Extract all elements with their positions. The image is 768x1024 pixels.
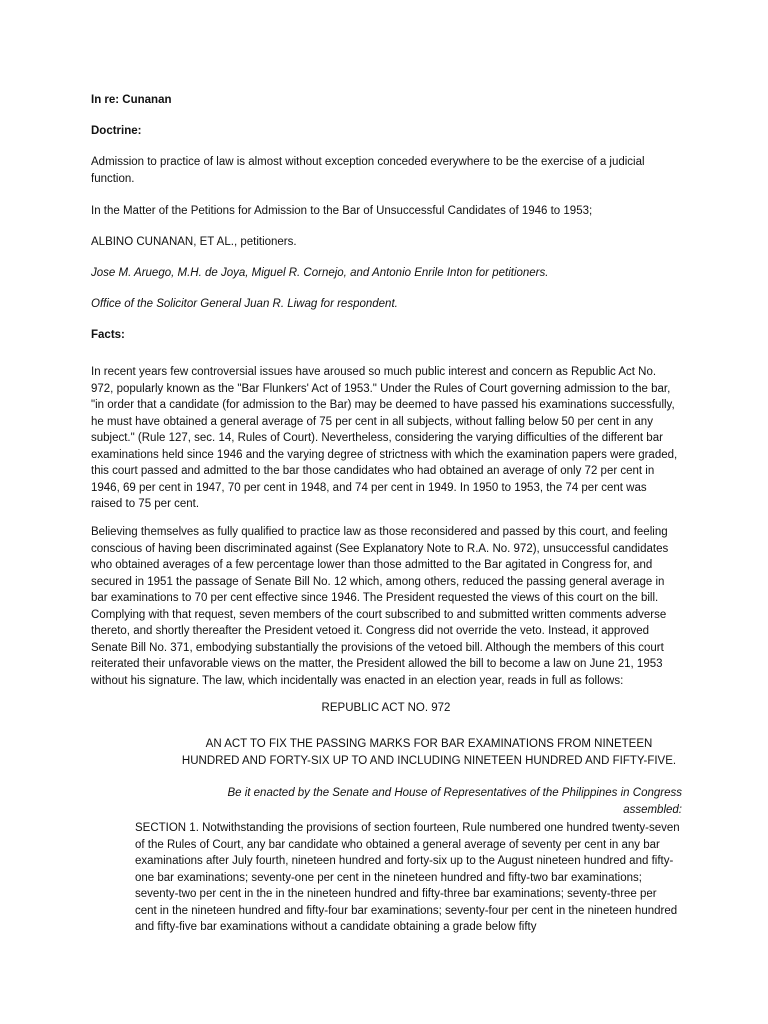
facts-paragraph-2: Believing themselves as fully qualified to practice law as those reconsidered and passed by this court, and feeling conscious of having been discriminated against (See Explanatory Note to R.A. No. 972), unsuccessful candidates who obtained averages of a few percentage lower than those admitted to the Bar agitated in Congress for, and secured in 1951 the passage of Senate Bill No. 12 which, among others, reduced the passing general average in bar examinations to 70 per cent effective since 1946. The President requested the views of this court on the bill. Complying with that request, seven members of the court subscribed to and submitted written comments adverse thereto, and shortly thereafter the President vetoed it. Congress did not override the veto. Instead, it approved Senate Bill No. 371, embodying substantially the provisions of the vetoed bill. Although the members of this court reiterated their unfavorable views on the matter, the President allowed the bill to become a law on June 21, 1953 without his signature. The law, which incidentally was enacted in an election year, reads in full as follows: (91, 526, 669, 687)
case-title: In re: Cunanan (91, 94, 172, 106)
facts-paragraph-1: In recent years few controversial issues have aroused so much public interest and concern as Republic Act No. 972, popularly known as the "Bar Flunkers' Act of 1953." Under the Rules of Court governing admission to the bar, "in order that a candidate (for admission to the Bar) may be deemed to have passed his examinations successfully, he must have obtained a general average of 75 per cent in all subjects, without falling below 50 per cent in any subject." (Rule 127, sec. 14, Rules of Court). Nevertheless, considering the varying difficulties of the different bar examinations held since 1946 and the varying degree of strictness with which the examination papers were graded, this court passed and admitted to the bar those candidates who had obtained an average of only 72 per cent in 1946, 69 per cent in 1947, 70 per cent in 1948, and 74 per cent in 1949. In 1950 to 1953, the 74 per cent was raised to 75 per cent. (91, 366, 678, 510)
act-heading: REPUBLIC ACT NO. 972 (321, 702, 451, 714)
facts-heading: Facts: (91, 329, 125, 341)
section-1: SECTION 1. Notwithstanding the provisions of section fourteen, Rule numbered one hundred twenty-seven of the Rules of Court, any bar candidate who obtained a general average of seventy per cent in any bar examinations after July fourth, nineteen hundred and forty-six up to the August nineteen hundred and fifty-one bar examinations; seventy-one per cent in the nineteen hundred and fifty-two bar examinations; seventy-two per cent in the in the nineteen hundred and fifty-three bar examinations; seventy-three per cent in the nineteen hundred and fifty-four bar examinations; seventy-four per cent in the nineteen hundred and fifty-five bar examinations without a candidate obtaining a grade below fifty (135, 822, 680, 933)
matter-line: In the Matter of the Petitions for Admission to the Bar of Unsuccessful Candidates of 1946 to 1953; (91, 205, 593, 217)
counsel-respondent: Office of the Solicitor General Juan R. Liwag for respondent. (91, 298, 398, 310)
counsel-petitioners: Jose M. Aruego, M.H. de Joya, Miguel R. Cornejo, and Antonio Enrile Inton for petitioners. (91, 267, 549, 279)
enacting-clause: Be it enacted by the Senate and House of Representatives of the Philippines in Congress assembled: (227, 787, 682, 816)
act-title: AN ACT TO FIX THE PASSING MARKS FOR BAR EXAMINATIONS FROM NINETEEN HUNDRED AND FORTY-SIX UP TO AND INCLUDING NINETEEN HUNDRED AND FIFTY-FIVE. (181, 738, 677, 767)
doctrine-heading: Doctrine: (91, 125, 142, 137)
doctrine-text: Admission to practice of law is almost without exception conceded everywhere to be the exercise of a judicial function. (91, 156, 645, 185)
petitioners-line: ALBINO CUNANAN, ET AL., petitioners. (91, 236, 297, 248)
